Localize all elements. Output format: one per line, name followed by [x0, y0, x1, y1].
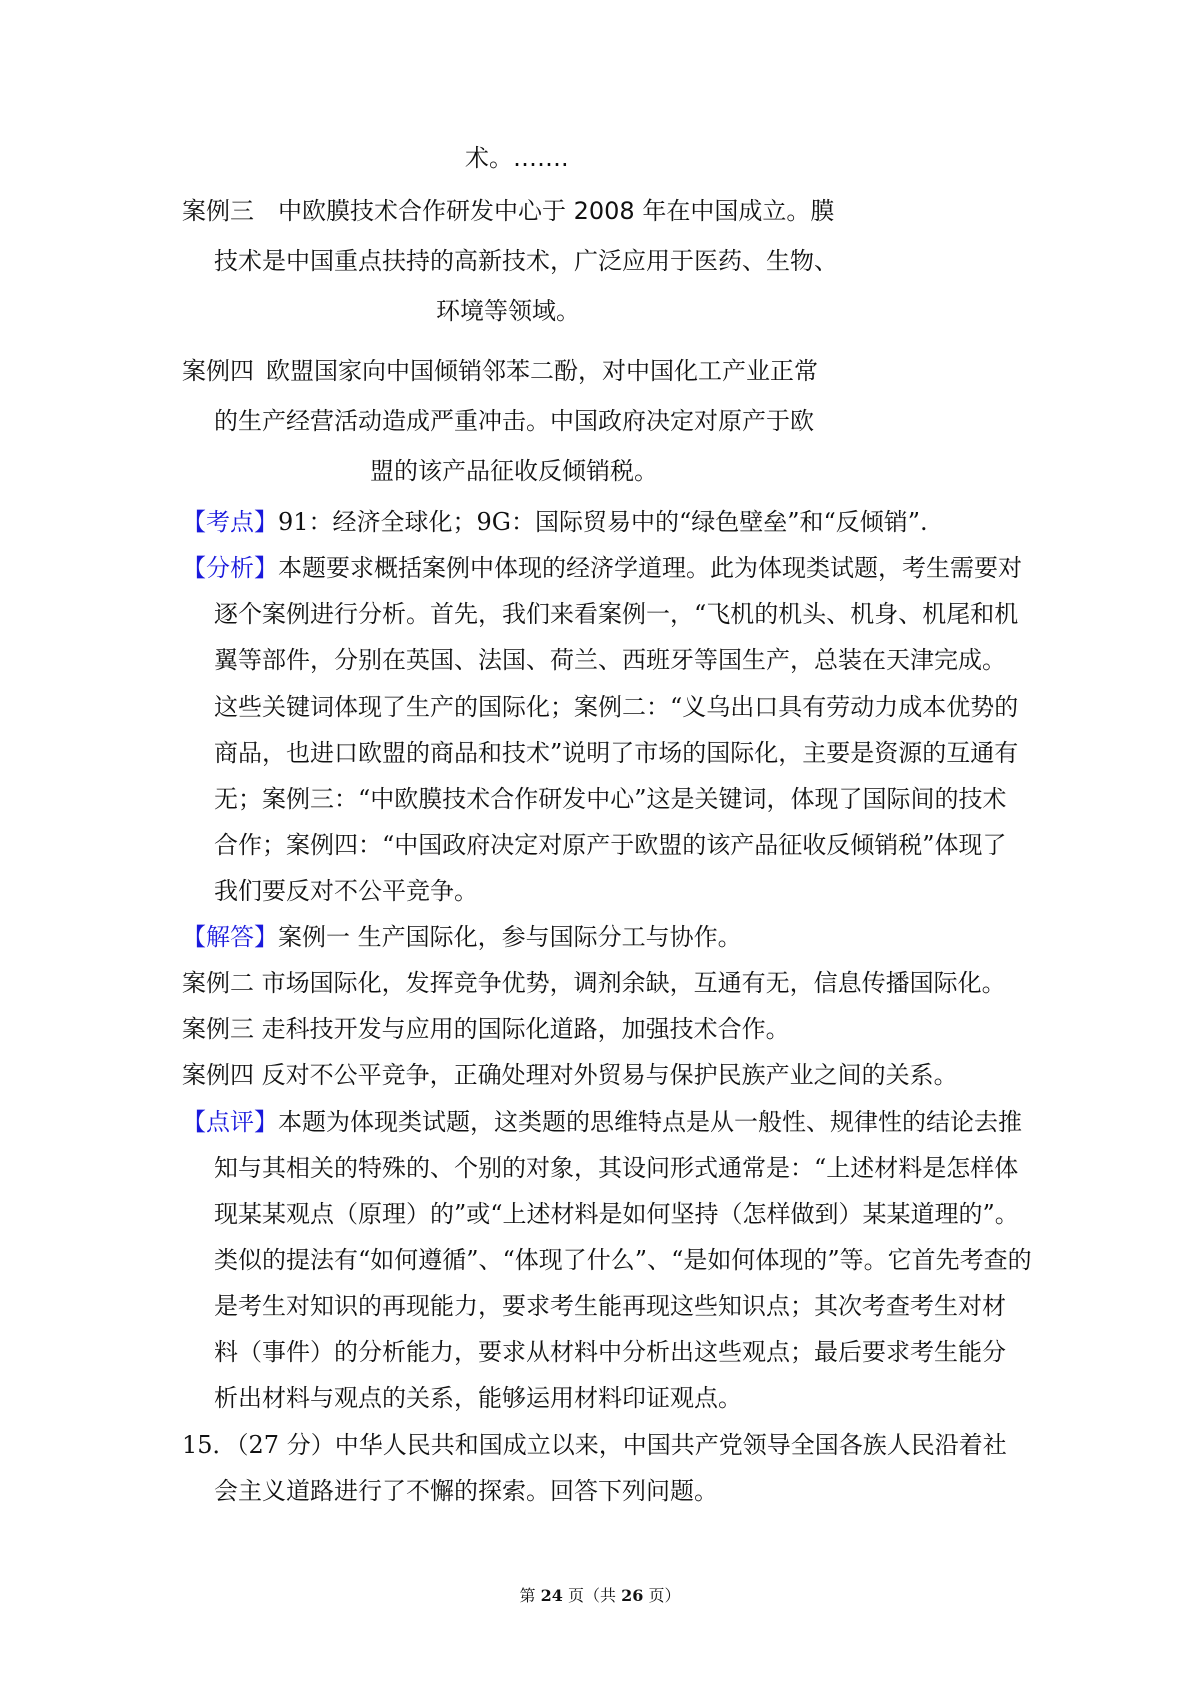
jieda-line-4: 案例四 反对不公平竞争，正确处理对外贸易与保护民族产业之间的关系。: [182, 1061, 958, 1089]
jieda-line-3: 案例三 走科技开发与应用的国际化道路，加强技术合作。: [182, 1015, 790, 1043]
fenxi-tag: 【分析】: [182, 554, 278, 582]
dianping-text-1: 本题为体现类试题，这类题的思维特点是从一般性、规律性的结论去推: [278, 1108, 1022, 1136]
fenxi-line-8: 我们要反对不公平竞争。: [214, 877, 478, 905]
fenxi-line-1: [182, 553, 1022, 583]
case4-text1: 欧盟国家向中国倾销邻苯二酚，对中国化工产业正常: [266, 357, 818, 385]
jieda-tag: 【解答】: [182, 923, 278, 951]
dianping-line-7: 析出材料与观点的关系，能够运用材料印证观点。: [214, 1384, 742, 1412]
fenxi-line-4: 这些关键词体现了生产的国际化；案例二：“义乌出口具有劳动力成本优势的: [214, 693, 1019, 721]
kaodian-tag: 【考点】: [182, 508, 278, 536]
footer-suffix: 页）: [648, 1586, 681, 1605]
case4-line2: 的生产经营活动造成严重冲击。中国政府决定对原产于欧: [214, 407, 814, 435]
fenxi-line-3: 翼等部件，分别在英国、法国、荷兰、西班牙等国生产，总装在天津完成。: [214, 646, 1006, 674]
footer-middle: 页（共: [567, 1586, 616, 1605]
footer-page-number: 24: [540, 1586, 563, 1605]
question-15-line-2: 会主义道路进行了不懈的探索。回答下列问题。: [214, 1477, 718, 1505]
case3-line3: 环境等领域。: [436, 297, 580, 325]
page-footer: [0, 1585, 1200, 1607]
case4-label: 案例四: [182, 357, 254, 385]
fenxi-line-2: 逐个案例进行分析。首先，我们来看案例一，“飞机的机头、机身、机尾和机: [214, 600, 1019, 628]
jieda-text-1: 案例一 生产国际化，参与国际分工与协作。: [278, 923, 742, 951]
case4-line3: 盟的该产品征收反倾销税。: [370, 457, 658, 485]
footer-prefix: 第: [519, 1586, 536, 1605]
dianping-line-1: [182, 1107, 1022, 1137]
question-15-line-1: 15．（27 分）中华人民共和国成立以来，中国共产党领导全国各族人民沿着社: [182, 1431, 1007, 1459]
fenxi-line-6: 无；案例三：“中欧膜技术合作研发中心”这是关键词，体现了国际间的技术: [214, 785, 1007, 813]
dianping-line-6: 料（事件）的分析能力，要求从材料中分析出这些观点；最后要求考生能分: [214, 1338, 1006, 1366]
fenxi-line-5: 商品，也进口欧盟的商品和技术”说明了市场的国际化，主要是资源的互通有: [214, 739, 1019, 767]
dianping-line-5: 是考生对知识的再现能力，要求考生能再现这些知识点；其次考查考生对材: [214, 1292, 1006, 1320]
jieda-line-1: [182, 922, 742, 952]
case3-line1: [182, 196, 834, 226]
fenxi-text-1: 本题要求概括案例中体现的经济学道理。此为体现类试题，考生需要对: [278, 554, 1022, 582]
case3-text1: 中欧膜技术合作研发中心于 2008 年在中国成立。膜: [278, 197, 835, 225]
case4-line1: [182, 356, 818, 386]
dianping-line-3: 现某某观点（原理）的”或“上述材料是如何坚持（怎样做到）某某道理的”。: [214, 1200, 1019, 1228]
kaodian-text: 91：经济全球化；9G：国际贸易中的“绿色壁垒”和“反倾销”.: [278, 508, 928, 536]
footer-total-pages: 26: [621, 1586, 644, 1605]
case-continuation: 术。…….: [465, 144, 569, 172]
kaodian-line: [182, 507, 928, 537]
jieda-line-2: 案例二 市场国际化，发挥竞争优势，调剂余缺，互通有无，信息传播国际化。: [182, 969, 1006, 997]
dianping-line-2: 知与其相关的特殊的、个别的对象，其设问形式通常是：“上述材料是怎样体: [214, 1154, 1019, 1182]
case3-label: 案例三: [182, 197, 254, 225]
dianping-tag: 【点评】: [182, 1108, 278, 1136]
case3-line2: 技术是中国重点扶持的高新技术，广泛应用于医药、生物、: [214, 247, 838, 275]
dianping-line-4: 类似的提法有“如何遵循”、“体现了什么”、“是如何体现的”等。它首先考查的: [214, 1246, 1032, 1274]
fenxi-line-7: 合作；案例四：“中国政府决定对原产于欧盟的该产品征收反倾销税”体现了: [214, 831, 1007, 859]
